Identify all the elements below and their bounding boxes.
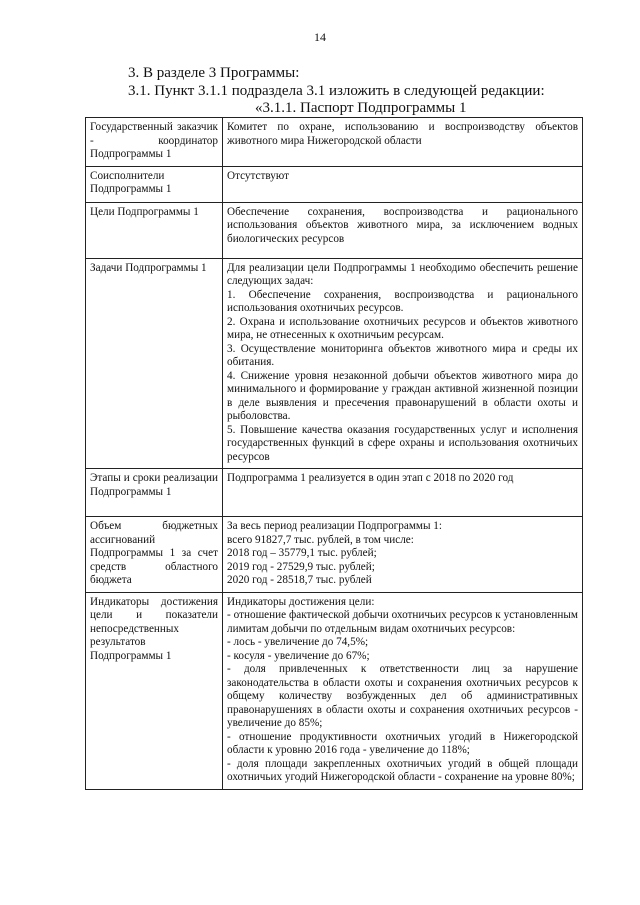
row-label: Цели Подпрограммы 1 (86, 202, 223, 258)
row-value (223, 202, 583, 258)
subsection-heading: 3.1. Пункт 3.1.1 подраздела 3.1 изложить в следующей редакции: (128, 83, 545, 99)
value-line: 5. Повышение качества оказания государственных услуг и исполнения государственных функций в сфере охраны и использования охотничьих ресурсов (227, 423, 578, 463)
value-line: 3. Осуществление мониторинга объектов животного мира и среды их обитания. (227, 342, 578, 368)
value-line: Индикаторы достижения цели: (227, 595, 375, 608)
value-line: Комитет по охране, использованию и воспроизводству объектов животного мира Нижегородской области (227, 121, 578, 147)
page-number: 14 (314, 30, 326, 44)
row-value (223, 592, 583, 789)
value-line: За весь период реализации Подпрограммы 1: (227, 520, 442, 532)
row-value (223, 118, 583, 167)
value-line: Отсутствуют (227, 169, 289, 182)
value-line: Для реализации цели Подпрограммы 1 необходимо обеспечить решение следующих задач: (227, 261, 578, 287)
value-line: - доля площади закрепленных охотничьих угодий в общей площади охотничьих угодий Нижегородской области - сохранение на уровне 80%; (227, 757, 578, 783)
table-row-stages (86, 469, 583, 517)
table-row-budget (86, 517, 583, 593)
passport-title: «3.1.1. Паспорт Подпрограммы 1 (255, 100, 467, 116)
row-value (223, 517, 583, 593)
value-line: 4. Снижение уровня незаконной добычи объектов животного мира до минимального и формирование у граждан активной жизненной позиции в деле выявления и пресечения правонарушений в области охоты и рыболовства. (227, 369, 578, 422)
row-label: Этапы и сроки реализации Подпрограммы 1 (86, 469, 223, 517)
value-line: всего 91827,7 тыс. рублей, в том числе: (227, 533, 414, 546)
value-line: - доля привлеченных к ответственности лиц за нарушение законодательства в области охоты и сохранения охотничьих ресурсов к общему количеству возбужденных дел об административных правонарушениях в области охоты и сохранения охотничьих ресурсов - увеличение до 85%; (227, 663, 578, 729)
row-value (223, 166, 583, 202)
value-line: - лось - увеличение до 74,5%; (227, 636, 369, 648)
row-label: Объем бюджетных ассигнований Подпрограммы 1 за счет средств областного бюджета (86, 517, 223, 593)
subprogram-passport-table (85, 117, 583, 790)
table-row-indicators (86, 592, 583, 789)
value-line: Обеспечение сохранения, воспроизводства и рационального использования объектов животного мира, за исключением водных биологических ресурсов (227, 205, 578, 245)
value-line: 1. Обеспечение сохранения, воспроизводства и рационального использования охотничьих ресурсов. (227, 288, 578, 314)
row-label: Государственный заказчик - координатор Подпрограммы 1 (86, 118, 223, 167)
value-line: 2. Охрана и использование охотничьих ресурсов и объектов животного мира, не отнесенных к охотничьим ресурсам. (227, 315, 578, 341)
value-line: 2019 год - 27529,9 тыс. рублей; (227, 560, 375, 573)
row-value (223, 469, 583, 517)
value-line: Подпрограмма 1 реализуется в один этап с 2018 по 2020 год (227, 472, 514, 484)
row-value (223, 258, 583, 469)
table-row-goals (86, 202, 583, 258)
row-label: Индикаторы достижения цели и показатели непосредственных результатов Подпрограммы 1 (86, 592, 223, 789)
value-line: 2018 год – 35779,1 тыс. рублей; (227, 547, 377, 559)
value-line: - косуля - увеличение до 67%; (227, 649, 370, 662)
table-row-coexecutors (86, 166, 583, 202)
row-label: Задачи Подпрограммы 1 (86, 258, 223, 469)
value-line: 2020 год - 28518,7 тыс. рублей (227, 574, 372, 586)
table-row-customer (86, 118, 583, 167)
section-heading: 3. В разделе 3 Программы: (128, 65, 300, 81)
table-row-tasks (86, 258, 583, 469)
value-line: - отношение фактической добычи охотничьих ресурсов к установленным лимитам добычи по отдельным видам охотничьих ресурсов: (227, 609, 578, 635)
row-label: Соисполнители Подпрограммы 1 (86, 166, 223, 202)
value-line: - отношение продуктивности охотничьих угодий в Нижегородской области к уровню 2016 года - увеличение до 118%; (227, 730, 578, 756)
